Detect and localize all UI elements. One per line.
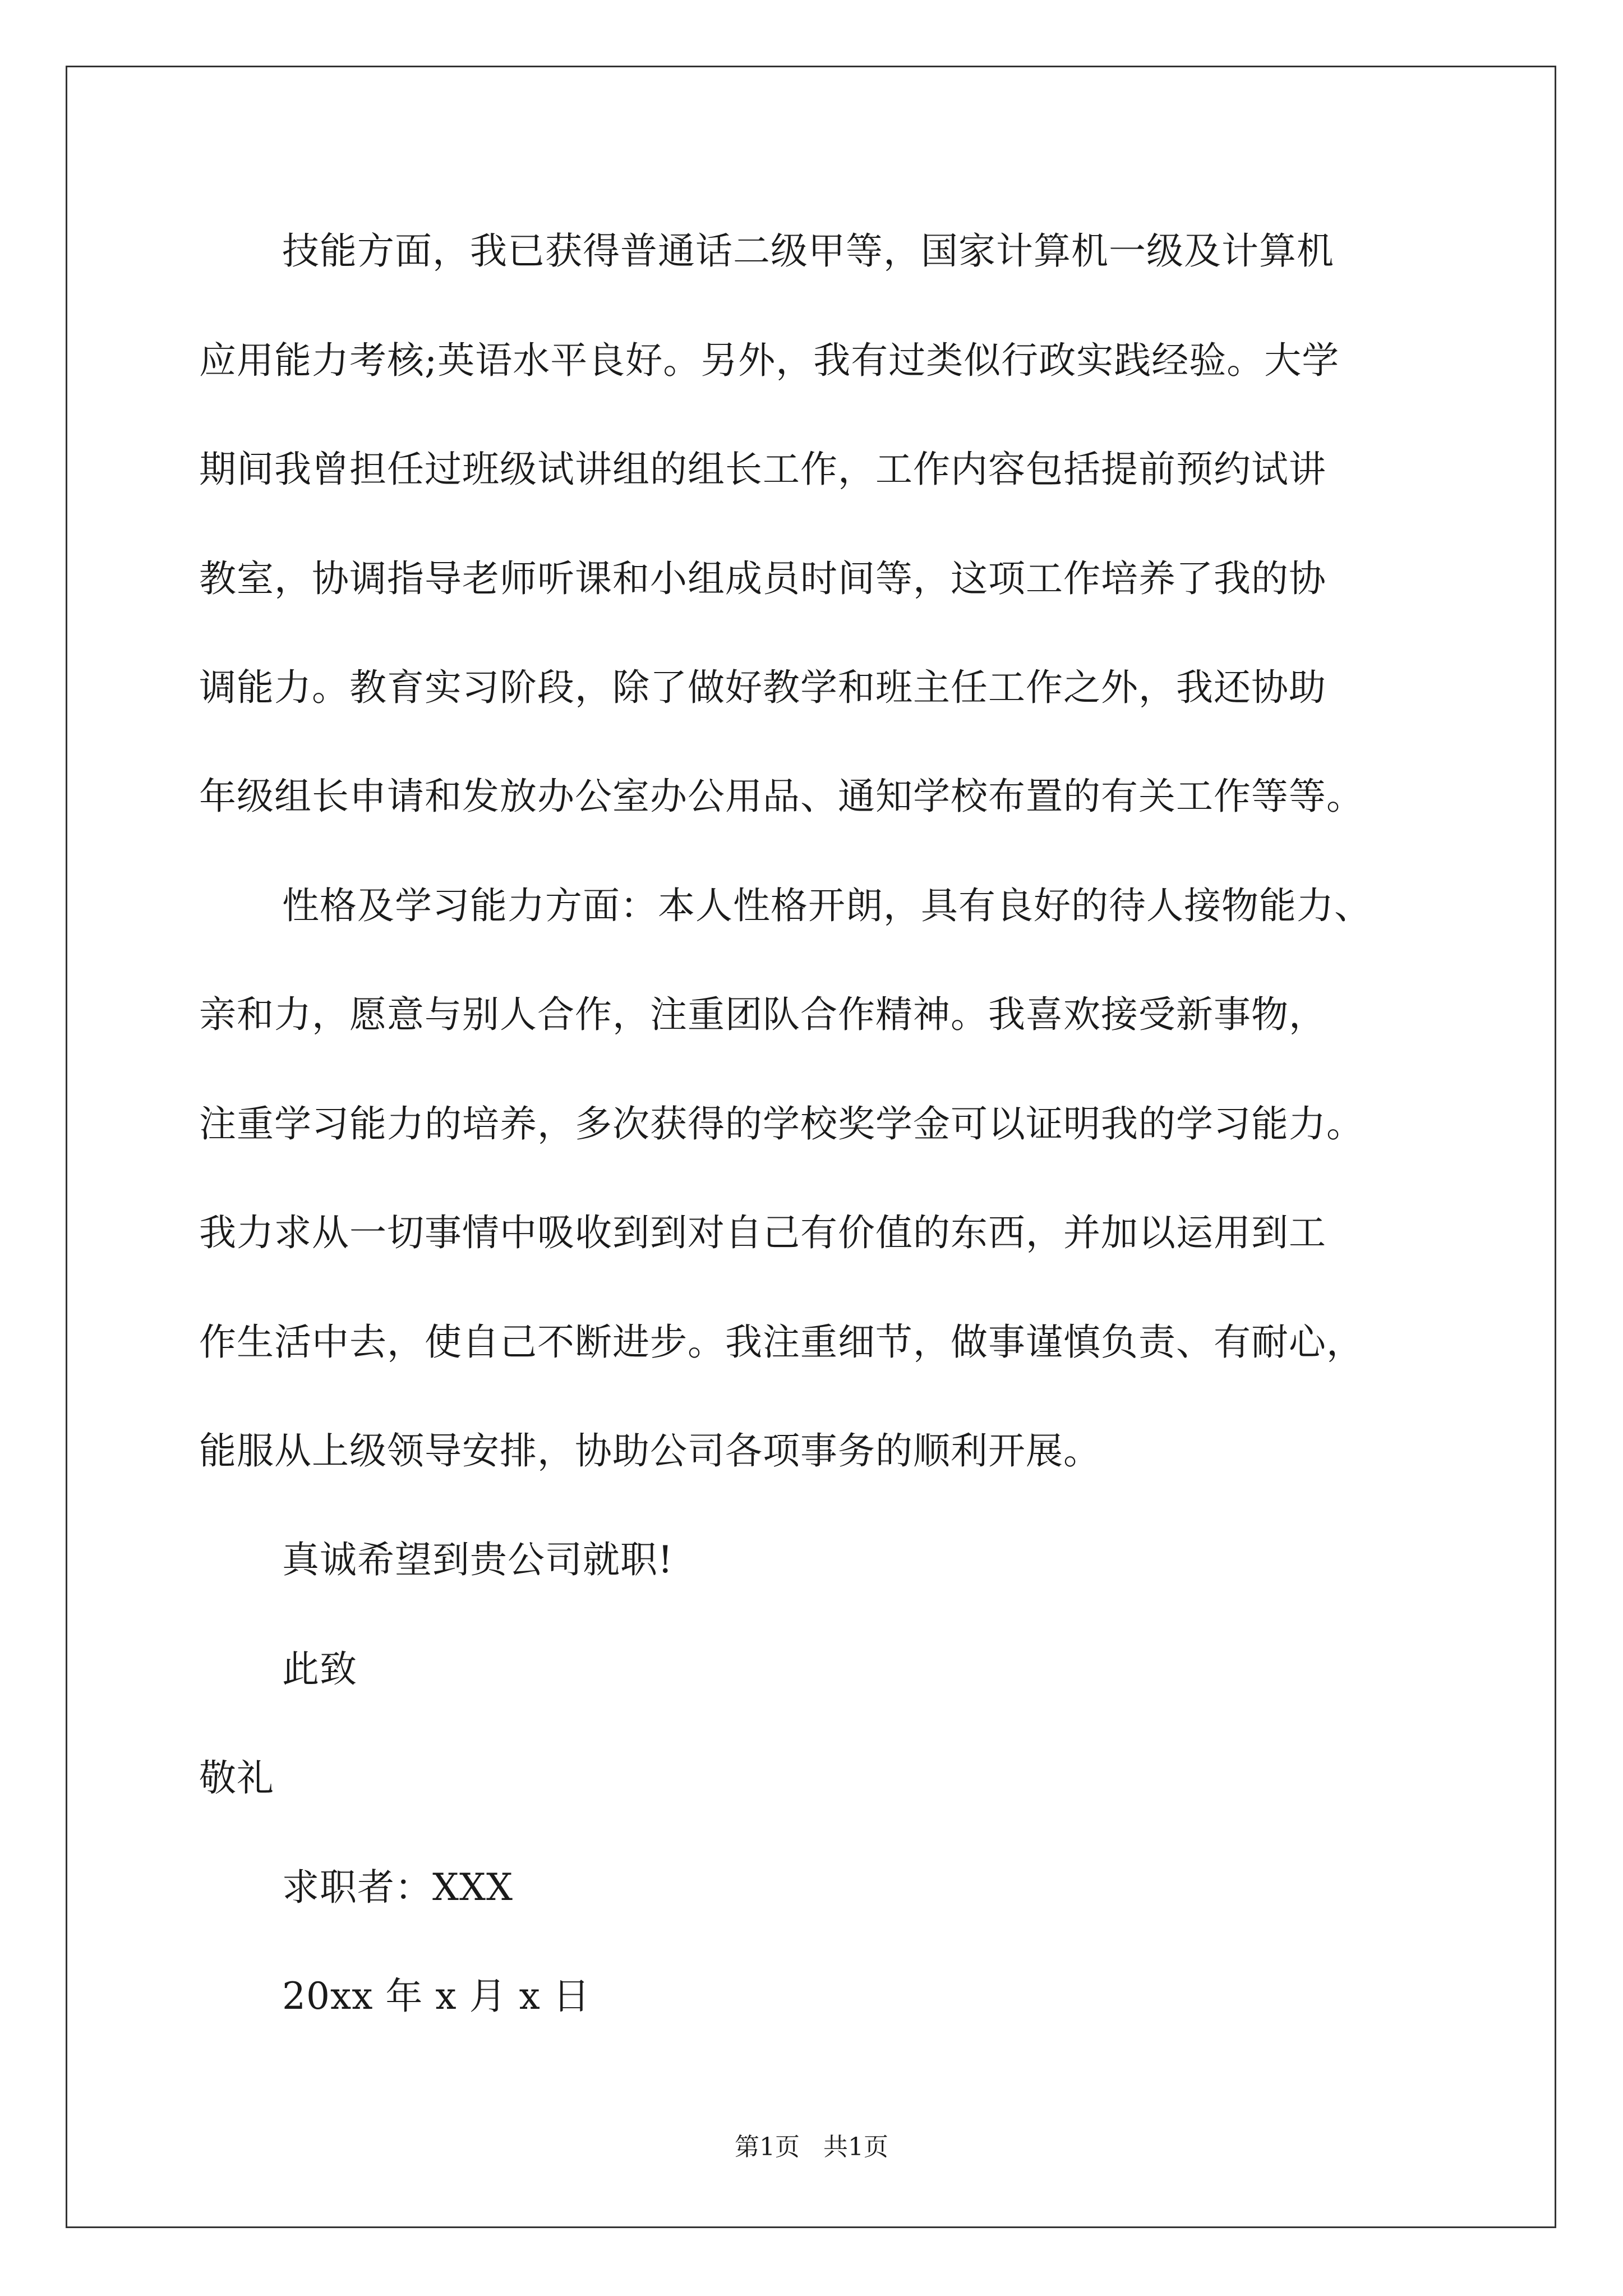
closing-wish: 真诚希望到贵公司就职! [282, 1538, 674, 1581]
paragraph-line: 亲和力，愿意与别人合作，注重团队合作精神。我喜欢接受新事物， [199, 993, 1326, 1036]
paragraph-line: 年级组长申请和发放办公室办公用品、通知学校布置的有关工作等等。 [199, 775, 1364, 818]
paragraph-line: 我力求从一切事情中吸收到到对自己有价值的东西，并加以运用到工 [199, 1211, 1326, 1254]
paragraph-line: 期间我曾担任过班级试讲组的组长工作，工作内容包括提前预约试讲 [199, 448, 1326, 491]
paragraph-line: 教室，协调指导老师听课和小组成员时间等，这项工作培养了我的协 [199, 557, 1326, 600]
salutation-jing-li: 敬礼 [199, 1756, 274, 1800]
salutation-ci-zhi: 此致 [282, 1648, 357, 1691]
paragraph-line: 能服从上级领导安排，协助公司各项事务的顺利开展。 [199, 1429, 1101, 1473]
paragraph-line: 应用能力考核;英语水平良好。另外，我有过类似行政实践经验。大学 [199, 339, 1340, 382]
paragraph-line: 注重学习能力的培养，多次获得的学校奖学金可以证明我的学习能力。 [199, 1102, 1364, 1145]
page-footer: 第1页 共1页 [735, 2133, 888, 2161]
letter-date: 20xx 年 x 月 x 日 [282, 1975, 591, 2018]
paragraph-line: 作生活中去，使自己不断进步。我注重细节，做事谨慎负责、有耐心， [199, 1320, 1364, 1364]
paragraph-line: 技能方面，我已获得普通话二级甲等，国家计算机一级及计算机 [282, 229, 1334, 273]
paragraph-line: 性格及学习能力方面：本人性格开朗，具有良好的待人接物能力、 [282, 884, 1372, 927]
signature: 求职者：XXX [282, 1866, 513, 1909]
paragraph-line: 调能力。教育实习阶段，除了做好教学和班主任工作之外，我还协助 [199, 666, 1326, 709]
